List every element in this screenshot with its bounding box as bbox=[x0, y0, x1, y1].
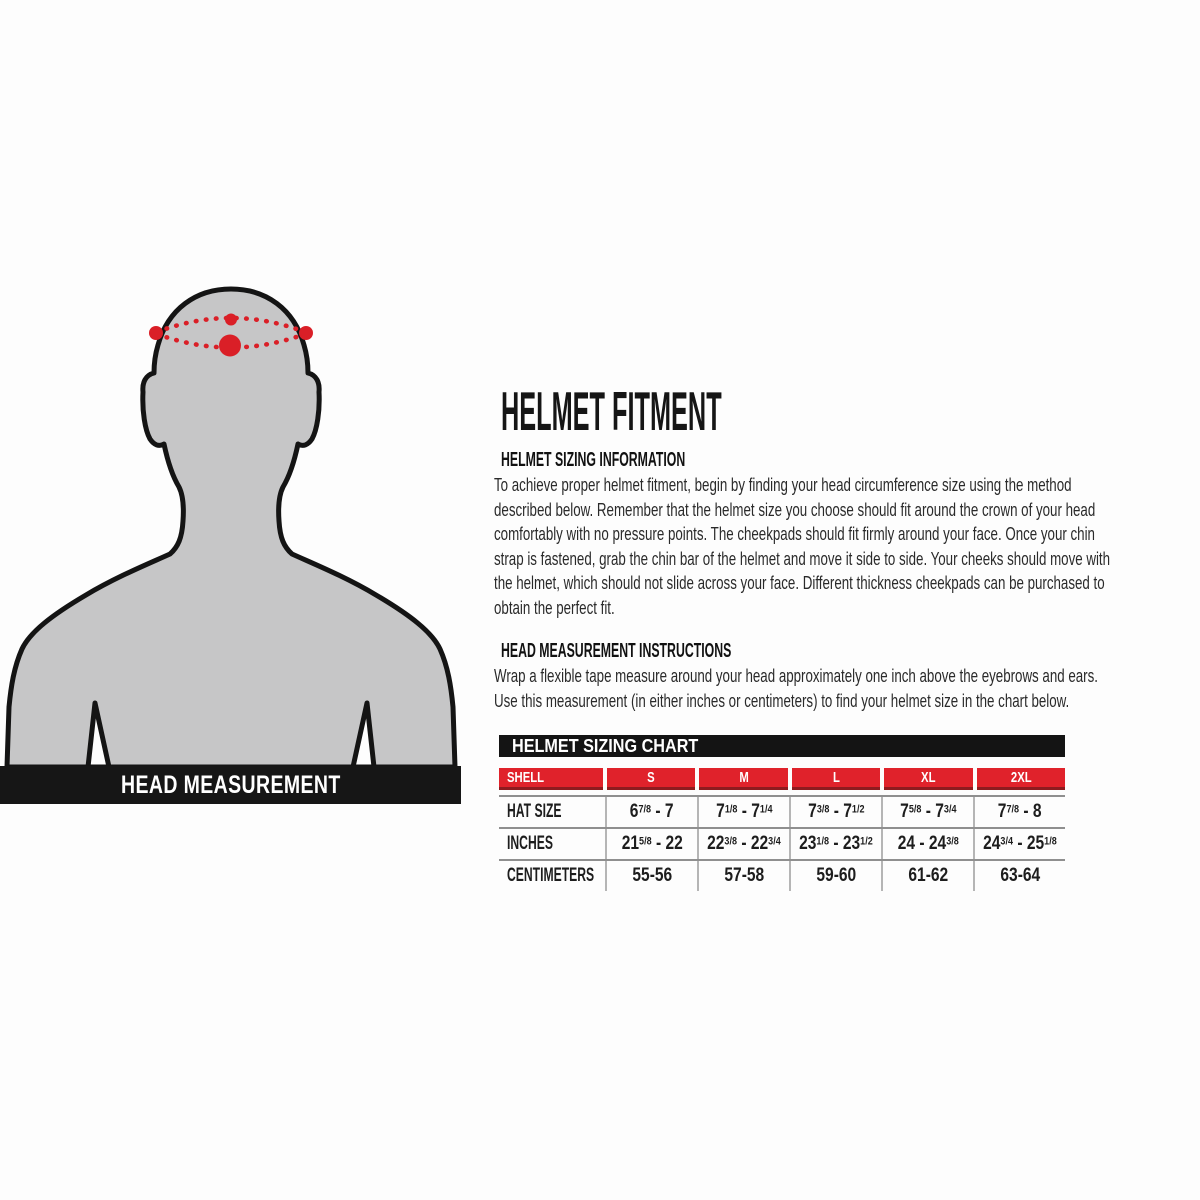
value-cell: $6^{7/8} - 7$ bbox=[605, 797, 697, 827]
paragraph-line: the helmet, which should not slide across your face. Different thickness cheekpads can be purchased to bbox=[494, 572, 1105, 594]
section-heading-measurement-instructions: HEAD MEASUREMENT INSTRUCTIONS bbox=[501, 639, 732, 662]
row-label: INCHES bbox=[507, 833, 553, 854]
value-cell: $23^{1/8} - 23^{1/2}$ bbox=[789, 829, 881, 859]
value-cell: $7^{1/8} - 7^{1/4}$ bbox=[697, 797, 789, 827]
value-cell: $24^{3/4} - 25^{1/8}$ bbox=[973, 829, 1065, 859]
page-title: HELMET FITMENT bbox=[501, 380, 722, 442]
value-cell: $7^{3/8} - 7^{1/2}$ bbox=[789, 797, 881, 827]
head-silhouette bbox=[7, 289, 455, 767]
value-cell: $7^{7/8} - 8$ bbox=[973, 797, 1065, 827]
table-row-hat-size bbox=[499, 795, 1065, 827]
value-cell: $24 - 24^{3/8}$ bbox=[881, 829, 973, 859]
paragraph-line: Use this measurement (in either inches or centimeters) to find your helmet size in the chart below. bbox=[494, 689, 1070, 711]
paragraph-line: Wrap a flexible tape measure around your head approximately one inch above the eyebrows and ears. bbox=[494, 665, 1098, 686]
head-measurement-figure bbox=[0, 283, 462, 767]
paragraph-line: obtain the perfect fit. bbox=[494, 596, 615, 618]
measurement-dot-front bbox=[219, 335, 241, 357]
header-cell-shell: SHELL bbox=[499, 768, 603, 790]
chart-body bbox=[499, 795, 1065, 891]
header-cell-size-s: S bbox=[607, 768, 695, 790]
measurement-dot-right bbox=[299, 326, 313, 340]
measurement-dot-top bbox=[225, 314, 237, 326]
chart-header-row bbox=[499, 768, 1065, 790]
head-measurement-banner-label: HEAD MEASUREMENT bbox=[120, 770, 341, 799]
value-cell: $21^{5/8} - 22$ bbox=[605, 829, 697, 859]
paragraph-line: comfortably with no pressure points. The cheekpads should fit firmly around your face. Once your chin bbox=[494, 523, 1095, 545]
helmet-sizing-chart bbox=[499, 735, 1065, 891]
table-row-centimeters bbox=[499, 859, 1065, 891]
value-cell: 59-60 bbox=[789, 861, 881, 891]
section-heading-sizing-information: HELMET SIZING INFORMATION bbox=[501, 448, 686, 471]
value-cell: 57-58 bbox=[697, 861, 789, 891]
sizing-information-paragraph bbox=[494, 473, 1200, 621]
chart-title-bar bbox=[499, 735, 1065, 757]
value-cell: 63-64 bbox=[973, 861, 1065, 891]
row-label: CENTIMETERS bbox=[507, 865, 595, 886]
row-label: HAT SIZE bbox=[507, 801, 562, 822]
header-cell-size-2xl: 2XL bbox=[977, 768, 1065, 790]
value-cell: 61-62 bbox=[881, 861, 973, 891]
measurement-instructions-paragraph bbox=[494, 664, 1200, 713]
value-cell: $22^{3/8} - 22^{3/4}$ bbox=[697, 829, 789, 859]
paragraph-line: To achieve proper helmet fitment, begin by finding your head circumference size using the method bbox=[494, 474, 1072, 495]
chart-title: HELMET SIZING CHART bbox=[512, 735, 699, 756]
header-cell-size-l: L bbox=[792, 768, 880, 790]
header-cell-size-xl: XL bbox=[884, 768, 972, 790]
value-cell: $7^{5/8} - 7^{3/4}$ bbox=[881, 797, 973, 827]
header-cell-size-m: M bbox=[699, 768, 787, 790]
table-row-inches bbox=[499, 827, 1065, 859]
paragraph-line: strap is fastened, grab the chin bar of the helmet and move it side to side. Your cheeks should move with bbox=[494, 547, 1111, 569]
paragraph-line: described below. Remember that the helmet size you choose should fit around the crown of your head bbox=[494, 498, 1096, 520]
value-cell: 55-56 bbox=[605, 861, 697, 891]
measurement-dot-left bbox=[149, 326, 163, 340]
head-measurement-banner bbox=[0, 766, 461, 804]
